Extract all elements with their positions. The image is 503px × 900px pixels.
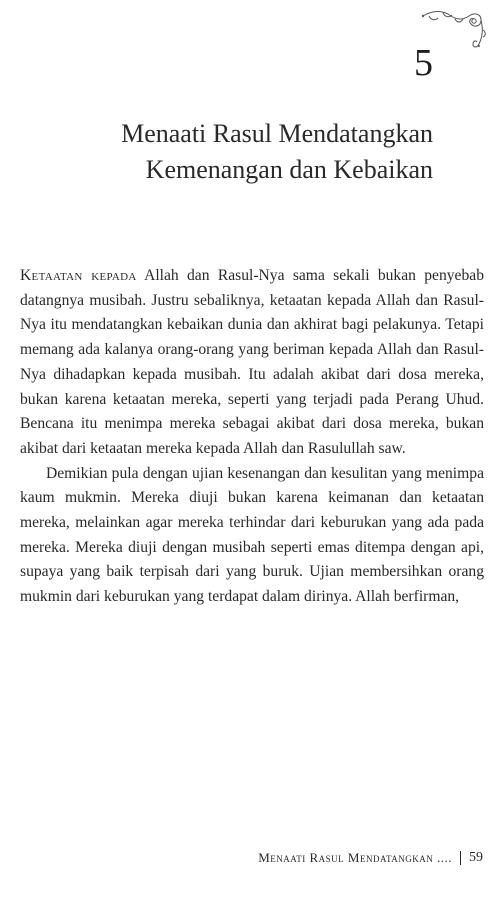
chapter-title-line-1: Menaati Rasul Mendatangkan [121,119,433,148]
paragraph-lead-smallcaps: Ketaatan kepada [20,267,137,284]
page-number: 59 [469,850,483,865]
running-head: Menaati Rasul Mendatangkan .... [258,850,452,865]
body-text [20,264,484,610]
paragraph-2: Demikian pula dengan ujian kesenangan dan kesulitan yang menimpa kaum mukmin. Mereka diuji bukan karena keimanan dan ketaatan mereka, melainkan agar mereka terhindar dari keburukan yang ada pada mereka. Mereka diuji dengan musibah seperti emas ditempa dengan api, supaya yang baik terpisah dari yang buruk. Ujian membersihkan orang mukmin dari keburukan yang terdapat dalam dirinya. Allah berfirman, [20,464,484,606]
page-footer [258,850,483,866]
chapter-title-line-2: Kemenangan dan Kebaikan [145,155,433,184]
paragraph-1-text: Allah dan Rasul-Nya sama sekali bukan penyebab datangnya musibah. Justru sebaliknya, ketaatan kepada Allah dan Rasul-Nya itu mendatangkan kebaikan dunia dan akhirat bagi pelakunya. Tetapi memang ada kalanya orang-orang yang beriman kepada Allah dan Rasul-Nya dihadapkan kepada musibah. Itu adalah akibat dari dosa mereka, bukan karena ketaatan mereka, seperti yang terjadi pada Perang Uhud. Bencana itu menimpa mereka sebagai akibat dari dosa mereka, bukan akibat dari ketaatan mereka kepada Allah dan Rasulullah saw. [20,267,484,457]
chapter-title [13,116,433,188]
chapter-number: 5 [414,42,433,84]
footer-separator [460,851,461,865]
paragraph-1 [20,264,484,462]
